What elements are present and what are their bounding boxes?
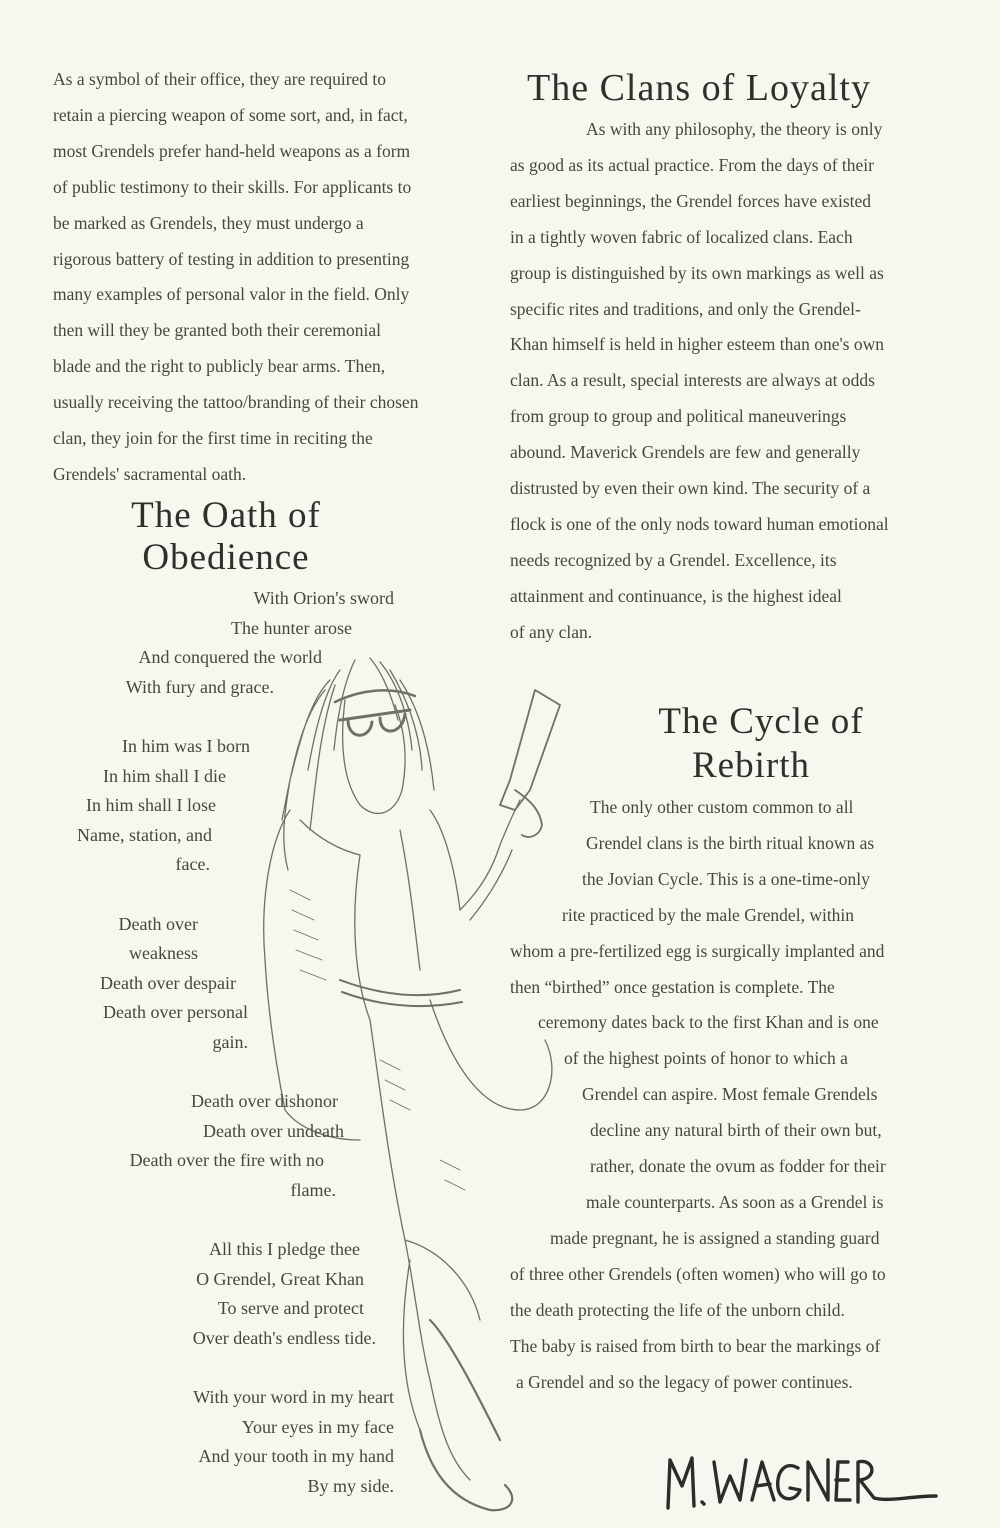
cycle-line: of three other Grendels (often women) who will go to <box>510 1263 886 1284</box>
oath-title <box>110 495 342 579</box>
cycle-line: rite practiced by the male Grendel, within <box>562 904 855 925</box>
cycle-title <box>630 700 892 788</box>
cycle-line: Grendel can aspire. Most female Grendels <box>582 1084 878 1105</box>
cycle-line: made pregnant, he is assigned a standing guard <box>550 1227 880 1248</box>
intro-line: Grendels' sacramental oath. <box>53 463 247 484</box>
intro-line: usually receiving the tattoo/branding of their chosen <box>53 392 419 413</box>
cycle-line: ceremony dates back to the first Khan and is one <box>538 1012 879 1033</box>
oath-line: weakness <box>129 943 198 964</box>
clans-paragraph <box>510 112 889 651</box>
clans-line: group is distinguished by its own markings as well as <box>510 262 884 283</box>
intro-paragraph <box>53 62 418 493</box>
clans-line: As with any philosophy, the theory is only <box>586 119 883 139</box>
oath-line: With fury and grace. <box>125 676 274 697</box>
oath-line: Death over personal <box>103 1002 248 1023</box>
clans-line: as good as its actual practice. From the days of their <box>510 154 874 175</box>
oath-line: Death over undeath <box>203 1120 344 1141</box>
oath-line: face. <box>175 854 210 875</box>
oath-line: With your word in my heart <box>193 1387 394 1408</box>
intro-line: retain a piercing weapon of some sort, and, in fact, <box>53 104 408 125</box>
intro-line: many examples of personal valor in the field. Only <box>53 284 410 305</box>
oath-title-line2: Obedience <box>142 537 310 578</box>
cycle-line: male counterparts. As soon as a Grendel is <box>586 1191 884 1212</box>
intro-line: clan, they join for the first time in reciting the <box>53 428 373 449</box>
oath-line: In him shall I lose <box>86 795 216 816</box>
intro-line: of public testimony to their skills. For applicants to <box>53 176 412 197</box>
clans-line: attainment and continuance, is the highest ideal <box>510 585 842 606</box>
intro-line: blade and the right to publicly bear arms. Then, <box>53 356 386 377</box>
oath-line: Over death's endless tide. <box>192 1327 376 1348</box>
oath-title-line1: The Oath of <box>131 495 321 536</box>
oath-line: All this I pledge thee <box>209 1239 360 1260</box>
cycle-line: of the highest points of honor to which a <box>564 1048 848 1069</box>
cycle-line: decline any natural birth of their own but, <box>590 1120 882 1141</box>
clans-line: specific rites and traditions, and only the Grendel- <box>510 298 861 319</box>
oath-line: Death over dishonor <box>191 1091 338 1112</box>
oath-line: Death over despair <box>100 972 236 993</box>
oath-line: Your eyes in my face <box>241 1416 394 1437</box>
artist-signature <box>660 1440 940 1515</box>
intro-line: be marked as Grendels, they must undergo a <box>53 212 364 233</box>
oath-line: And conquered the world <box>138 647 322 668</box>
oath-line: By my side. <box>307 1475 394 1496</box>
oath-line: And your tooth in my hand <box>198 1446 394 1467</box>
oath-line: The hunter arose <box>231 617 352 638</box>
clans-line: needs recognized by a Grendel. Excellence, its <box>510 549 837 570</box>
intro-line: As a symbol of their office, they are required to <box>53 69 387 89</box>
oath-line: To serve and protect <box>217 1298 364 1319</box>
intro-line: most Grendels prefer hand-held weapons as a form <box>53 140 411 161</box>
oath-line: Death over <box>118 913 198 934</box>
oath-line: In him was I born <box>122 735 250 756</box>
clans-line: flock is one of the only nods toward human emotional <box>510 513 889 534</box>
clans-title: The Clans of Loyalty <box>527 67 871 109</box>
cycle-line: the death protecting the life of the unborn child. <box>510 1299 845 1320</box>
clans-line: distrusted by even their own kind. The security of a <box>510 478 871 499</box>
oath-line: O Grendel, Great Khan <box>196 1268 364 1289</box>
clans-line: earliest beginnings, the Grendel forces have existed <box>510 190 872 211</box>
figure-boots <box>420 1320 512 1510</box>
cycle-line: whom a pre-fertilized egg is surgically implanted and <box>510 940 885 961</box>
cycle-paragraph <box>510 790 886 1400</box>
clans-line: in a tightly woven fabric of localized clans. Each <box>510 226 853 247</box>
cycle-line: Grendel clans is the birth ritual known as <box>586 832 875 853</box>
oath-line: gain. <box>212 1031 248 1052</box>
oath-line: Name, station, and <box>77 824 212 845</box>
clans-line: Khan himself is held in higher esteem than one's own <box>510 334 884 355</box>
oath-line: Death over the fire with no <box>129 1150 324 1171</box>
cycle-title-line2: Rebirth <box>692 745 810 786</box>
cycle-line: then “birthed” once gestation is complete. The <box>510 976 835 997</box>
cycle-title-line1: The Cycle of <box>658 701 864 742</box>
oath-line: flame. <box>290 1179 336 1200</box>
clans-line: abound. Maverick Grendels are few and generally <box>510 442 861 463</box>
cycle-line: The only other custom common to all <box>590 797 854 817</box>
cycle-line: The baby is raised from birth to bear the markings of <box>510 1335 881 1356</box>
clans-line: clan. As a result, special interests are always at odds <box>510 370 875 391</box>
cycle-line: a Grendel and so the legacy of power continues. <box>516 1371 853 1392</box>
intro-line: then will they be granted both their ceremonial <box>53 320 382 341</box>
intro-line: rigorous battery of testing in addition to presenting <box>53 248 410 269</box>
cycle-line: the Jovian Cycle. This is a one-time-only <box>582 868 870 889</box>
clans-line: of any clan. <box>510 621 593 642</box>
cycle-line: rather, donate the ovum as fodder for their <box>590 1156 886 1177</box>
oath-poem <box>34 584 394 1501</box>
oath-line: With Orion's sword <box>253 588 394 608</box>
oath-line: In him shall I die <box>103 765 226 786</box>
clans-line: from group to group and political maneuverings <box>510 406 847 427</box>
